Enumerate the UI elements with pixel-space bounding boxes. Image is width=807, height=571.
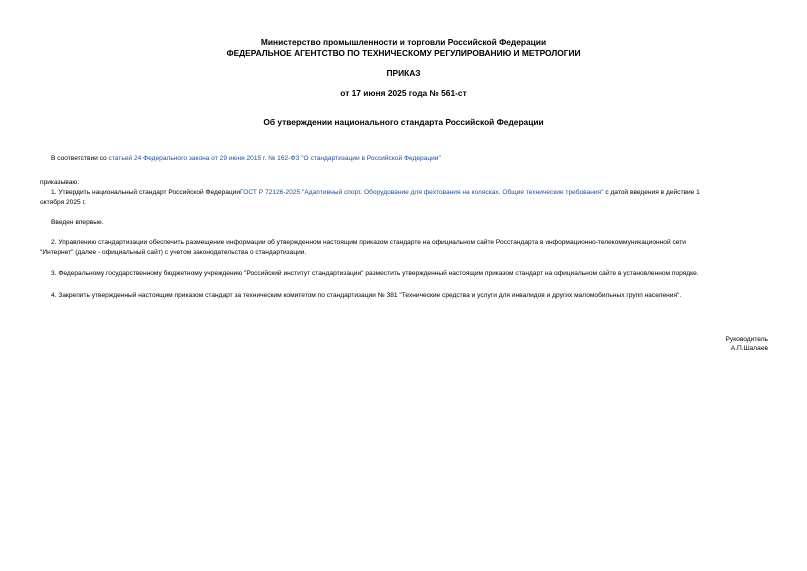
introduced-first: Введен впервые. (51, 219, 104, 226)
item-2 (40, 238, 770, 248)
standard-link[interactable]: ГОСТ Р 72126-2025 "Адаптивный спорт. Оборудование для фехтования на колясках. Общие технические требования" (240, 189, 604, 196)
law-link[interactable]: статьей 24 Федерального закона от 29 июня 2015 г. № 162-ФЗ "О стандартизации в Российской Федерации" (108, 155, 441, 162)
agency-name: ФЕДЕРАЛЬНОЕ АГЕНТСТВО ПО ТЕХНИЧЕСКОМУ РЕГУЛИРОВАНИЮ И МЕТРОЛОГИИ (226, 48, 581, 58)
document-type: ПРИКАЗ (386, 68, 421, 78)
signature-name: А.П.Шалаев (730, 345, 768, 352)
item-3: 3. Федеральному государственному бюджетному учреждению "Российский институт стандартизации" разместить утвержденный настоящим приказом стандарт на официальном сайте в установленном порядке. (51, 270, 699, 277)
signature-role: Руководитель (725, 336, 768, 343)
item-1-prefix: 1. Утвердить национальный стандарт Российской Федерации (51, 189, 241, 196)
item-1 (40, 188, 770, 198)
ministry-name: Министерство промышленности и торговли Российской Федерации (260, 37, 547, 47)
item-1-suffix: с датой введения в действие 1 (603, 189, 700, 196)
order-date-number: от 17 июня 2025 года № 561-ст (340, 88, 467, 98)
document-title: Об утверждении национального стандарта Российской Федерации (263, 117, 544, 127)
item-2-line-2: "Интернет" (далее - официальный сайт) с учетом законодательства о стандартизации. (40, 249, 307, 256)
intro-paragraph (51, 154, 771, 164)
intro-prefix: В соответствии со (51, 155, 109, 162)
item-1-line-2: октября 2025 г. (40, 199, 86, 206)
item-4: 4. Закрепить утвержденный настоящим приказом стандарт за техническим комитетом по стандартизации № 381 "Технические средства и услуги для инвалидов и других маломобильных групп населения". (51, 292, 682, 299)
order-word: приказываю: (40, 179, 80, 186)
item-2-line-1: 2. Управлению стандартизации обеспечить размещение информации об утвержденном настоящим приказом стандарте на официальном сайте Росстандарта в информационно-телекоммуникационной сети (51, 239, 686, 246)
